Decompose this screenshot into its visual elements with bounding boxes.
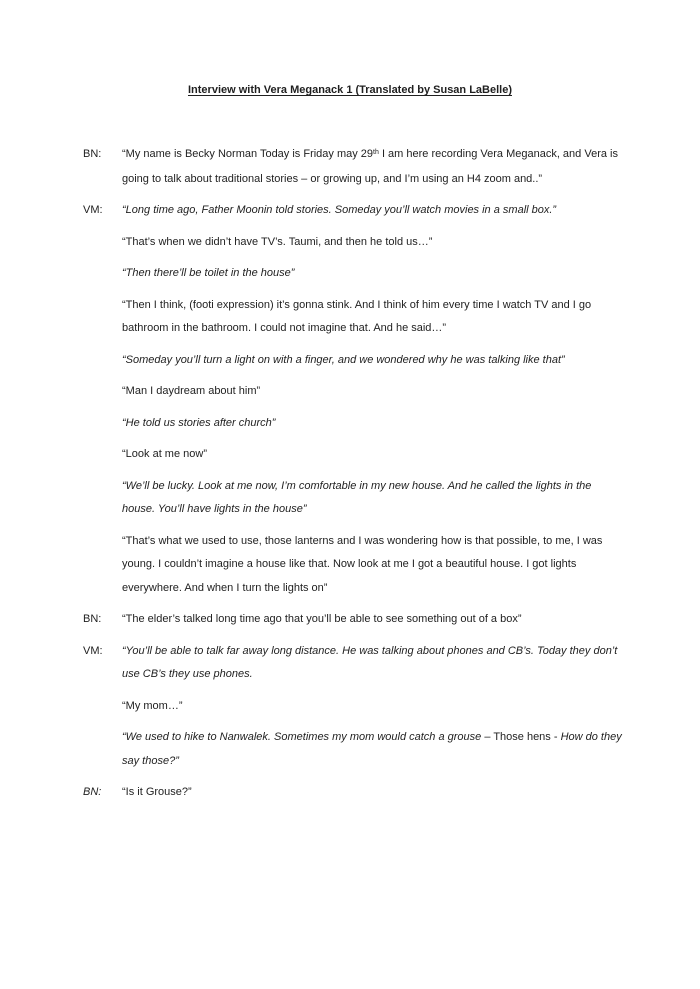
transcript-paragraph <box>83 380 622 404</box>
text-segment: “My mom…” <box>122 699 183 712</box>
speaker-label: BN: <box>83 148 102 160</box>
paragraph-text <box>122 267 294 279</box>
transcript-paragraph <box>83 143 622 191</box>
text-segment: “My name is Becky Norman Today is Friday may 29 <box>122 148 374 160</box>
paragraph-text <box>122 148 618 185</box>
paragraph-text <box>122 417 275 429</box>
paragraph-text <box>122 204 556 216</box>
transcript-paragraph <box>83 262 622 286</box>
text-segment: “You’ll be able to talk far away long distance. He was talking about phones and CB’s. Today they don’t use CB’s they use phones. <box>122 644 618 680</box>
paragraph-text <box>122 480 591 516</box>
text-segment: “The elder’s talked long time ago that you’ll be able to see something out of a box” <box>122 613 522 625</box>
paragraph-text <box>122 299 591 335</box>
speaker-label: BN: <box>83 613 102 625</box>
paragraph-text <box>122 731 622 767</box>
text-segment: “Then there’ll be toilet in the house” <box>122 267 295 279</box>
transcript-paragraph <box>83 726 622 773</box>
transcript-paragraph <box>83 412 622 436</box>
transcript-paragraph <box>83 475 622 522</box>
transcript-paragraph <box>83 231 622 255</box>
text-segment: “Then I think, (footi expression) it’s gonna stink. And I think of him every time I watch TV and I go bathroom in the bathroom. I could not imagine that. And he said…” <box>122 298 592 334</box>
text-segment: “He told us stories after church” <box>122 416 276 429</box>
text-segment: th <box>373 148 379 156</box>
transcript-paragraph <box>83 608 622 632</box>
paragraph-text <box>122 448 207 460</box>
transcript-paragraph <box>83 294 622 341</box>
text-segment: “Someday you’ll turn a light on with a finger, and we wondered why he was talking like that” <box>122 353 565 366</box>
paragraph-text <box>122 700 183 712</box>
document-page <box>0 83 700 989</box>
text-segment: “Man I daydream about him” <box>122 385 261 397</box>
text-segment: “Is it Grouse?” <box>122 786 192 798</box>
text-segment: “Long time ago, Father Moonin told stories. Someday you’ll watch movies in a small box.” <box>122 204 557 216</box>
text-segment: “We’ll be lucky. Look at me now, I’m comfortable in my new house. And he called the lights in the house. You’ll have lights in the house” <box>122 479 592 515</box>
transcript-paragraph <box>83 640 622 687</box>
paragraph-text <box>122 613 522 625</box>
text-segment: I am here recording Vera Meganack, and Vera is going to talk about traditional stories – or growing up, and I’m using an H4 zoom and..” <box>122 148 618 185</box>
text-segment: “Look at me now” <box>122 448 207 460</box>
text-segment: – Those hens - <box>484 731 561 743</box>
transcript-paragraph <box>83 349 622 373</box>
paragraph-text <box>122 786 192 798</box>
transcript-paragraph <box>83 443 622 467</box>
transcript-paragraph <box>83 199 622 223</box>
transcript-paragraph <box>83 530 622 601</box>
text-segment: “That’s when we didn’t have TV’s. Taumi, and then he told us…” <box>122 235 433 248</box>
speaker-label: VM: <box>83 644 103 657</box>
text-segment: “We used to hike to Nanwalek. Sometimes my mom would catch a grouse <box>122 731 485 743</box>
paragraph-text <box>122 385 260 397</box>
paragraph-text <box>122 354 565 366</box>
text-segment: “That’s what we used to use, those lanterns and I was wondering how is that possible, to me, I was young. I couldn’t imagine a house like that. Now look at me I got a beautiful house. I got lights everywhere. And when I turn the lights on” <box>122 534 603 594</box>
paragraph-text <box>122 535 602 594</box>
document-title: Interview with Vera Meganack 1 (Translated by Susan LaBelle) <box>187 84 512 96</box>
paragraph-text <box>122 236 432 248</box>
transcript-paragraph <box>83 781 622 805</box>
speaker-label: VM: <box>83 204 103 216</box>
transcript-paragraph <box>83 695 622 719</box>
speaker-label: BN: <box>83 786 102 798</box>
paragraph-text <box>122 645 617 681</box>
transcript <box>83 143 622 805</box>
text-segment: How do they say those?” <box>122 731 622 767</box>
